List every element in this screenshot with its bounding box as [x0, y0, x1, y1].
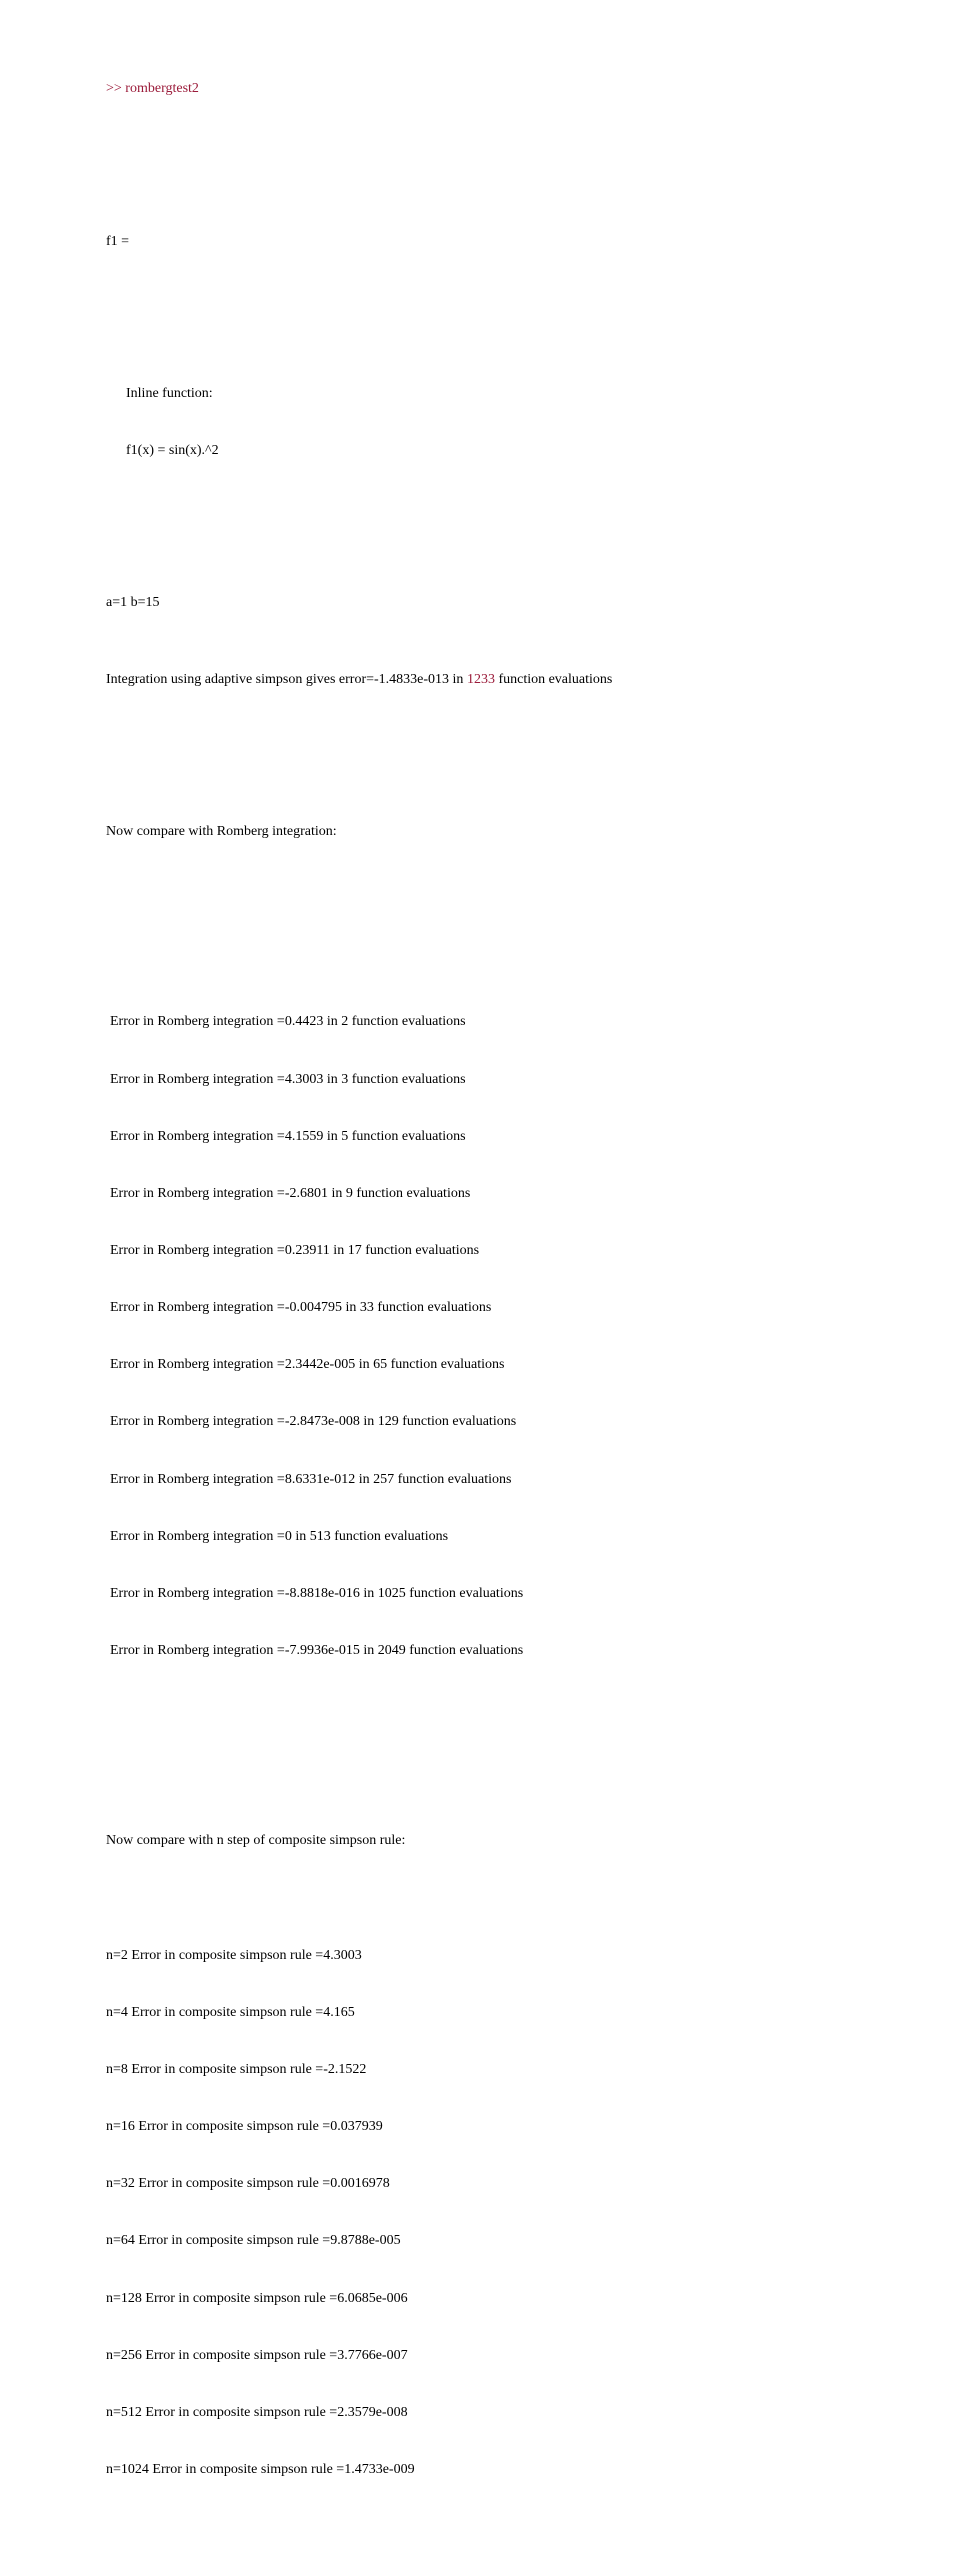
- romberg-result-line: Error in Romberg integration =4.3003 in 3 function evaluations: [110, 1071, 466, 1087]
- blank-line: [106, 155, 946, 174]
- inline-var-line: f1 =: [106, 233, 130, 249]
- composite-result-line: n=64 Error in composite simpson rule =9.8788e-005: [106, 2233, 401, 2249]
- romberg-result-line: Error in Romberg integration =0.4423 in 2 function evaluations: [110, 1014, 466, 1030]
- adaptive-evaluations: 1233: [466, 671, 495, 687]
- composite-result-line: n=32 Error in composite simpson rule =0.0016978: [106, 2176, 390, 2192]
- inline-function-definition: f1(x) = sin(x).^2: [126, 443, 219, 459]
- adaptive-prefix: Integration using adaptive simpson gives error=-1.4833e-013 in: [106, 671, 467, 687]
- romberg-result-line: Error in Romberg integration =-2.8473e-008 in 129 function evaluations: [110, 1414, 517, 1430]
- blank-line: [106, 898, 946, 917]
- blank-line: [106, 746, 946, 765]
- prompt-symbol: >>: [106, 81, 122, 97]
- bounds-line: a=1 b=15: [106, 595, 160, 611]
- composite-result-line: n=2 Error in composite simpson rule =4.3003: [106, 1947, 362, 1963]
- romberg-heading: Now compare with Romberg integration:: [106, 823, 337, 839]
- adaptive-result-line: [106, 670, 946, 689]
- composite-result-line: n=4 Error in composite simpson rule =4.165: [106, 2004, 355, 2020]
- composite-heading: Now compare with n step of composite simpson rule:: [106, 1833, 406, 1849]
- composite-result-line: n=16 Error in composite simpson rule =0.037939: [106, 2119, 383, 2135]
- composite-result-line: n=1024 Error in composite simpson rule =1.4733e-009: [106, 2462, 415, 2477]
- romberg-result-line: Error in Romberg integration =-7.9936e-015 in 2049 function evaluations: [110, 1642, 524, 1658]
- console-output: [106, 22, 946, 2555]
- romberg-result-line: Error in Romberg integration =-2.6801 in 9 function evaluations: [110, 1185, 471, 1201]
- inline-function-header: Inline function:: [126, 385, 213, 401]
- romberg-result-line: Error in Romberg integration =4.1559 in 5 function evaluations: [110, 1128, 466, 1144]
- romberg-result-line: Error in Romberg integration =-0.004795 in 33 function evaluations: [110, 1300, 492, 1316]
- romberg-result-line: Error in Romberg integration =2.3442e-005 in 65 function evaluations: [110, 1357, 505, 1373]
- composite-result-line: n=256 Error in composite simpson rule =3.7766e-007: [106, 2347, 408, 2363]
- blank-line: [106, 1755, 946, 1774]
- romberg-result-line: Error in Romberg integration =0 in 513 function evaluations: [110, 1528, 449, 1544]
- blank-line: [106, 517, 946, 536]
- composite-results: [106, 1908, 946, 2518]
- command-line: [106, 79, 946, 98]
- romberg-result-line: Error in Romberg integration =0.23911 in 17 function evaluations: [110, 1243, 480, 1258]
- composite-result-line: n=512 Error in composite simpson rule =2.3579e-008: [106, 2404, 408, 2420]
- blank-line: [106, 308, 946, 327]
- romberg-results: [106, 974, 946, 1698]
- romberg-result-line: Error in Romberg integration =-8.8818e-016 in 1025 function evaluations: [110, 1585, 524, 1601]
- composite-result-line: n=8 Error in composite simpson rule =-2.1522: [106, 2062, 367, 2078]
- romberg-result-line: Error in Romberg integration =8.6331e-012 in 257 function evaluations: [110, 1471, 512, 1487]
- adaptive-suffix: function evaluations: [494, 671, 613, 687]
- command-text: rombergtest2: [125, 81, 199, 97]
- composite-result-line: n=128 Error in composite simpson rule =6.0685e-006: [106, 2290, 408, 2306]
